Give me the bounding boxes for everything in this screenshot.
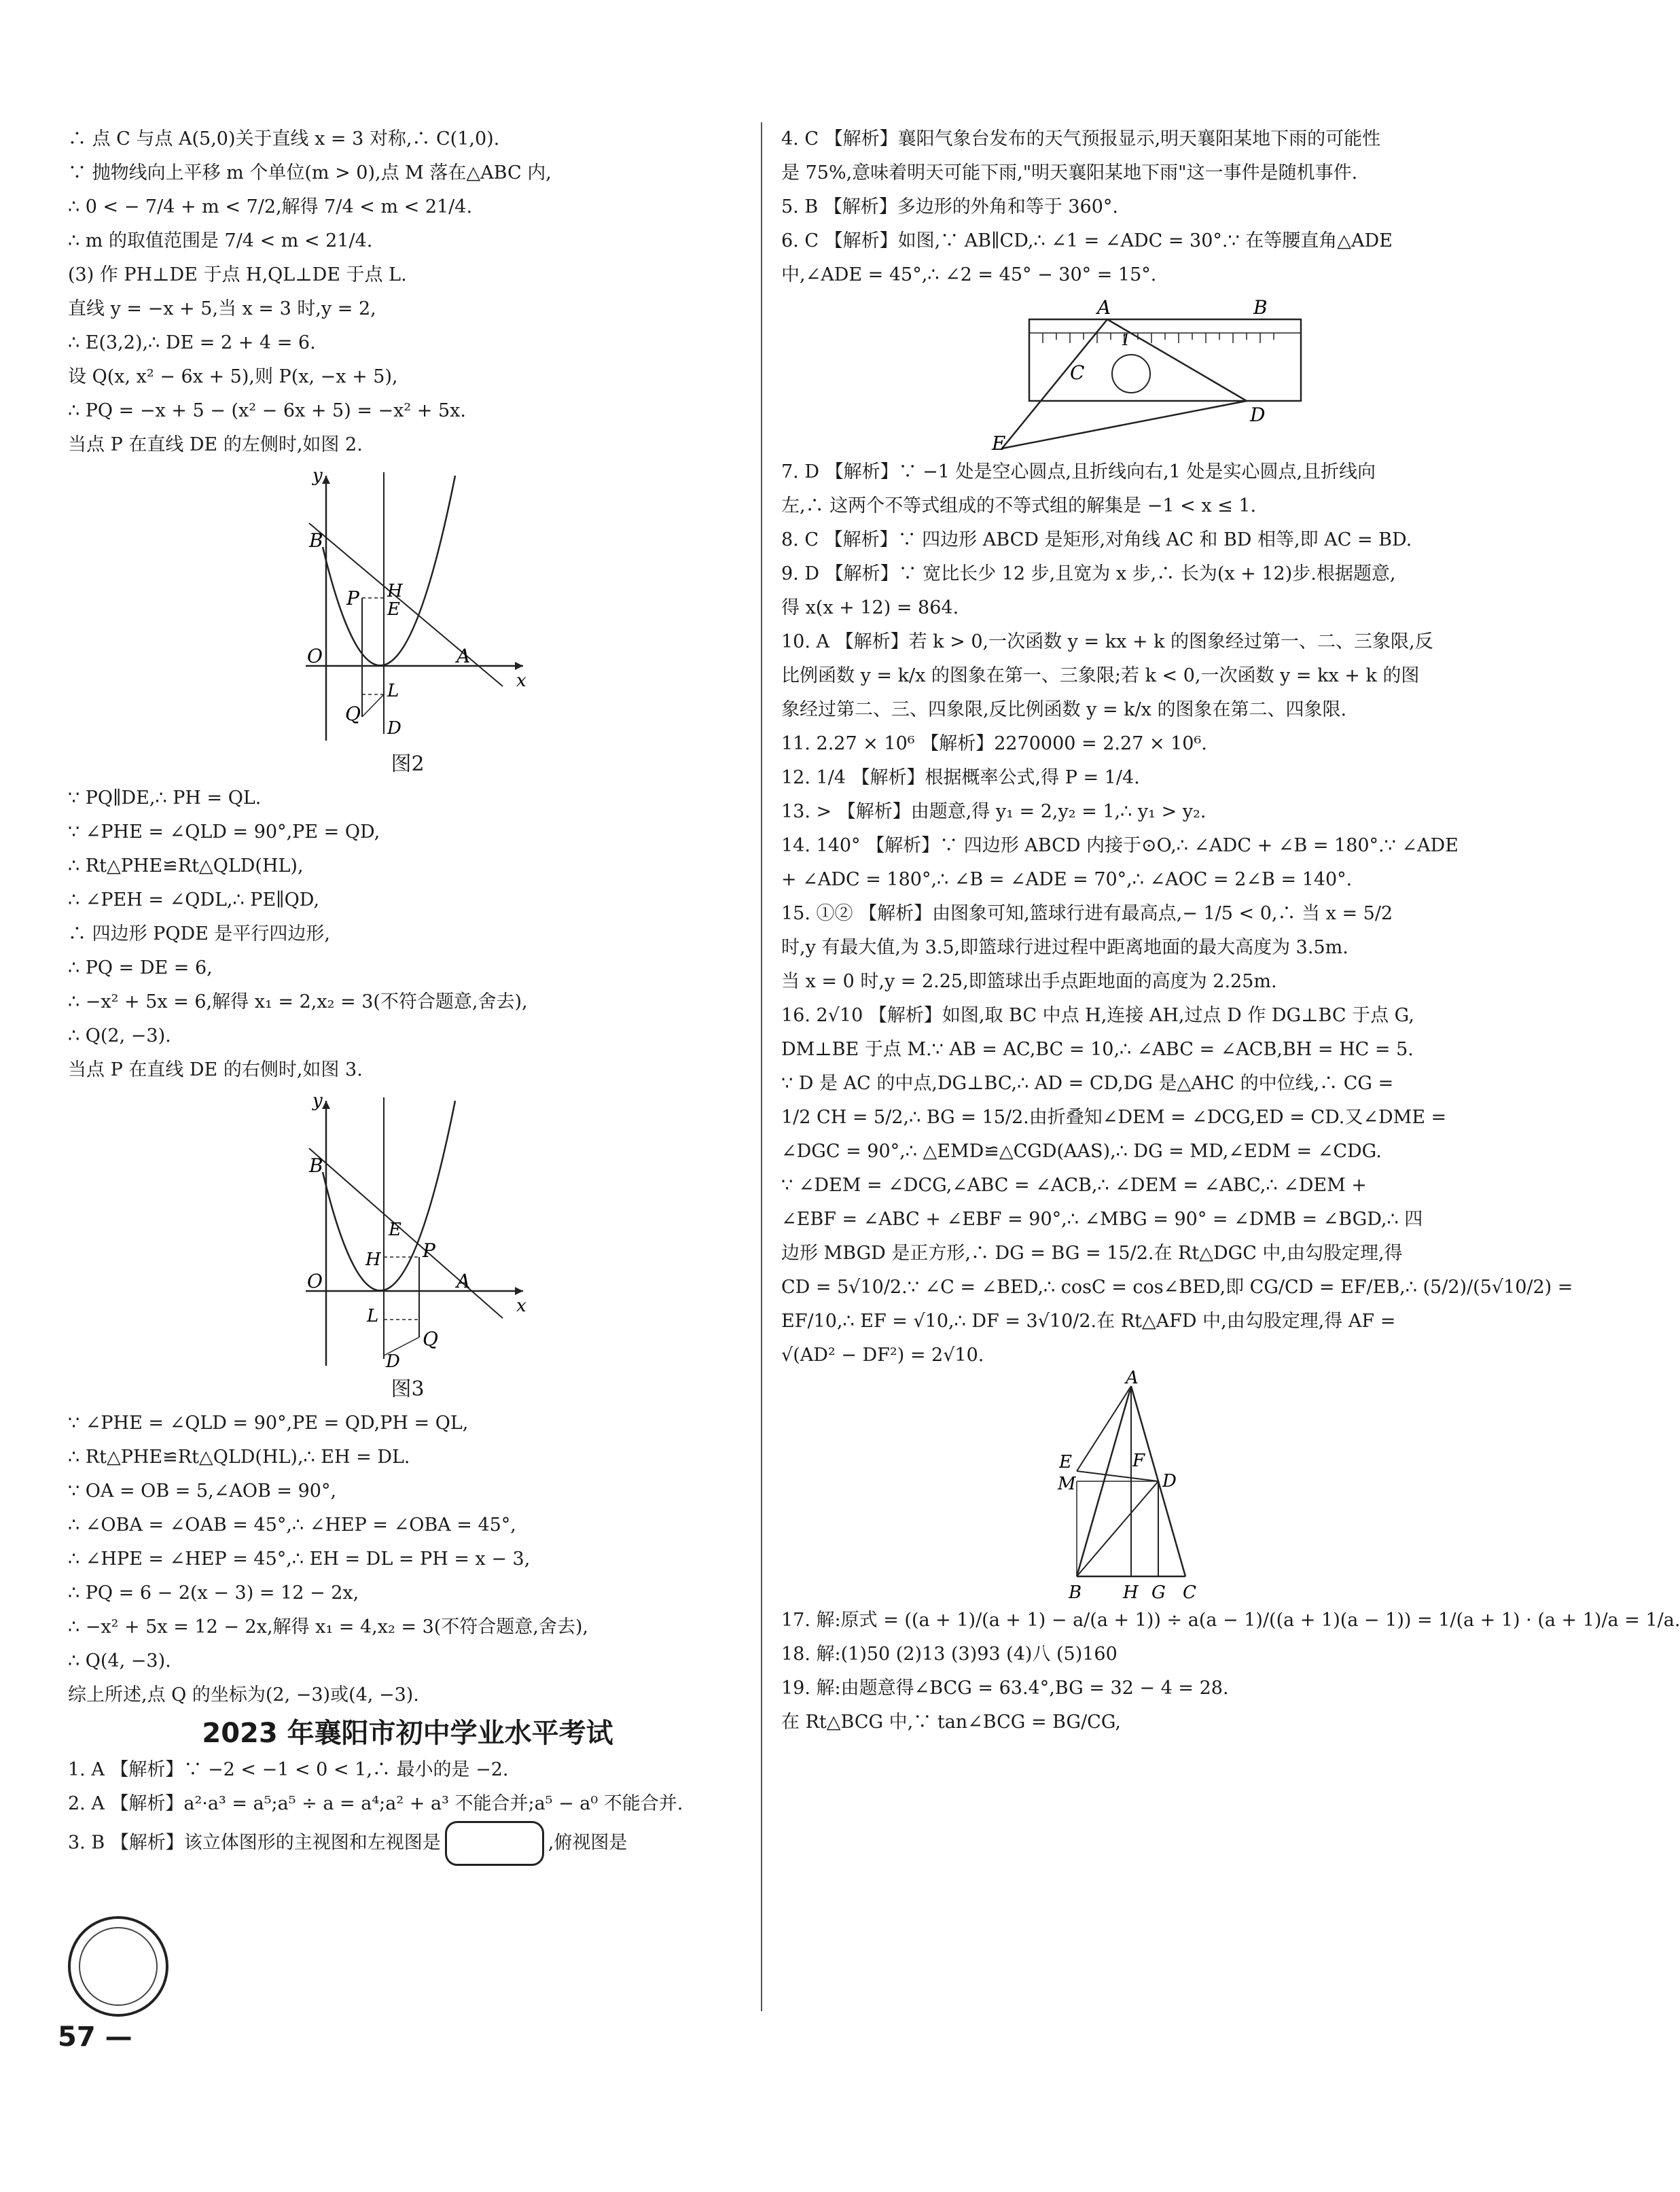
left-part3	[68, 1407, 747, 1712]
fig2-label-L: L	[387, 681, 399, 701]
text-line: 综上所述,点 Q 的坐标为(2, −3)或(4, −3).	[68, 1684, 419, 1705]
text-line: ∴ PQ = 6 − 2(x − 3) = 12 − 2x,	[68, 1583, 359, 1604]
text-line: ∴ Q(2, −3).	[68, 1025, 171, 1046]
text-line: 当 x = 0 时,y = 2.25,即篮球出手点距地面的高度为 2.25m.	[781, 971, 1277, 992]
fig3-label-P: P	[423, 1239, 435, 1262]
ruler-label-A: A	[1097, 296, 1111, 319]
ruler-label-1: 1	[1121, 332, 1130, 349]
text-line: 12. 1/4 【解析】根据概率公式,得 P = 1/4.	[781, 767, 1140, 788]
fig2-label-A: A	[457, 645, 471, 667]
text-line: DM⊥BE 于点 M.∵ AB = AC,BC = 10,∴ ∠ABC = ∠ACB,BH = HC = 5.	[781, 1039, 1414, 1060]
text-line: 15. ①② 【解析】由图象可知,篮球行进有最高点,− 1/5 < 0,∴ 当 x = 5/2	[781, 903, 1393, 924]
tri-label-F: F	[1132, 1451, 1145, 1471]
tri-label-A: A	[1126, 1368, 1139, 1388]
fig3-label-D: D	[386, 1351, 400, 1372]
text-line: 左,∴ 这两个不等式组成的不等式组的解集是 −1 < x ≤ 1.	[781, 495, 1257, 516]
circle-view-icon	[68, 1916, 168, 2017]
text-line: 7. D 【解析】∵ −1 处是空心圆点,且折线向右,1 处是实心圆点,且折线向	[781, 461, 1376, 482]
text-line: ∴ E(3,2),∴ DE = 2 + 4 = 6.	[68, 332, 316, 353]
text-line: 边形 MBGD 是正方形,∴ DG = BG = 15/2.在 Rt△DGC 中,由勾股定理,得	[781, 1243, 1403, 1264]
fig3-label-A: A	[457, 1270, 471, 1292]
tri-label-H: H	[1123, 1583, 1139, 1603]
text-line: 2. A 【解析】a²·a³ = a⁵;a⁵ ÷ a = a⁴;a² + a³ 不能合并;a⁵ − a⁰ 不能合并.	[68, 1793, 683, 1814]
fig3-label-O: O	[307, 1270, 323, 1292]
text-line: 时,y 有最大值,为 3.5,即篮球行进过程中距离地面的最大高度为 3.5m.	[781, 937, 1348, 958]
text-line: 10. A 【解析】若 k > 0,一次函数 y = kx + k 的图象经过第一、二、三象限,反	[781, 631, 1433, 652]
text-line: ∵ 抛物线向上平移 m 个单位(m > 0),点 M 落在△ABC 内,	[68, 162, 552, 183]
fig3-label-H: H	[365, 1250, 381, 1270]
figure-2-caption: 图2	[391, 752, 425, 776]
text-line: ∴ ∠HPE = ∠HEP = 45°,∴ EH = DL = PH = x − 3,	[68, 1549, 531, 1570]
answer-3-post: ,俯视图是	[548, 1832, 628, 1854]
fig2-label-O: O	[307, 645, 323, 667]
text-line: ∵ PQ∥DE,∴ PH = QL.	[68, 788, 262, 809]
fig2-label-P: P	[346, 587, 359, 609]
text-line: ∴ Rt△PHE≌Rt△QLD(HL),	[68, 855, 304, 877]
fig3-label-E: E	[389, 1220, 401, 1240]
right-lines-1	[781, 122, 1495, 292]
text-line: ∠EBF = ∠ABC + ∠EBF = 90°,∴ ∠MBG = 90° = ∠DMB = ∠BGD,∴ 四	[781, 1209, 1423, 1230]
text-line: 18. 解:(1)50 (2)13 (3)93 (4)八 (5)160	[781, 1644, 1118, 1665]
fig2-label-y: y	[312, 465, 323, 486]
tri-label-C: C	[1183, 1583, 1196, 1603]
text-line: 在 Rt△BCG 中,∵ tan∠BCG = BG/CG,	[781, 1712, 1122, 1733]
tri-label-E: E	[1059, 1452, 1072, 1472]
text-line: ∴ −x² + 5x = 6,解得 x₁ = 2,x₂ = 3(不符合题意,舍去),	[68, 991, 528, 1012]
fig2-label-Q: Q	[345, 703, 361, 725]
text-line: 5. B 【解析】多边形的外角和等于 360°.	[781, 196, 1118, 217]
fig3-label-y: y	[312, 1091, 323, 1111]
fig2-label-H: H	[387, 581, 403, 601]
fig3-label-L: L	[367, 1306, 379, 1326]
text-line: 当点 P 在直线 DE 的左侧时,如图 2.	[68, 434, 363, 455]
text-line: 13. > 【解析】由题意,得 y₁ = 2,y₂ = 1,∴ y₁ > y₂.	[781, 801, 1207, 822]
page-number: 57 —	[58, 2021, 132, 2053]
right-lines-2	[781, 455, 1573, 1373]
text-line: 14. 140° 【解析】∵ 四边形 ABCD 内接于⊙O,∴ ∠ADC + ∠B = 180°.∵ ∠ADE	[781, 835, 1459, 856]
text-line: ∠DGC = 90°,∴ △EMD≌△CGD(AAS),∴ DG = MD,∠EDM = ∠CDG.	[781, 1141, 1382, 1162]
text-line: ∴ −x² + 5x = 12 − 2x,解得 x₁ = 4,x₂ = 3(不符合题意,舍去),	[68, 1616, 588, 1638]
text-line: ∴ PQ = −x + 5 − (x² − 6x + 5) = −x² + 5x.	[68, 400, 466, 421]
ruler-label-E: E	[992, 432, 1006, 455]
answer-3	[68, 1821, 747, 1866]
text-line: ∵ ∠PHE = ∠QLD = 90°,PE = QD,	[68, 821, 380, 843]
fig2-label-E: E	[387, 599, 400, 620]
rounded-rectangle-view-icon	[445, 1821, 544, 1866]
text-line: (3) 作 PH⊥DE 于点 H,QL⊥DE 于点 L.	[68, 264, 407, 285]
figure-triangle	[1050, 1368, 1226, 1604]
text-line: ∴ ∠OBA = ∠OAB = 45°,∴ ∠HEP = ∠OBA = 45°,	[68, 1515, 516, 1536]
text-line: 11. 2.27 × 10⁶ 【解析】2270000 = 2.27 × 10⁶.	[781, 733, 1207, 754]
text-line: 17. 解:原式 = ((a + 1)/(a + 1) − a/(a + 1)) ÷ a(a − 1)/((a + 1)(a − 1)) = 1/(a + 1) · (a + 1)/a = 1/a.	[781, 1610, 1680, 1631]
fig3-label-x: x	[516, 1296, 526, 1316]
text-line: ∴ m 的取值范围是 7/4 < m < 21/4.	[68, 230, 373, 251]
text-line: 1. A 【解析】∵ −2 < −1 < 0 < 1,∴ 最小的是 −2.	[68, 1759, 509, 1780]
left-answers	[68, 1753, 747, 1821]
exam-title: 2023 年襄阳市初中学业水平考试	[202, 1718, 613, 1749]
text-line: 16. 2√10 【解析】如图,取 BC 中点 H,连接 AH,过点 D 作 DG⊥BC 于点 G,	[781, 1005, 1414, 1026]
text-line: ∴ 四边形 PQDE 是平行四边形,	[68, 923, 330, 944]
fig2-label-B: B	[309, 529, 323, 552]
tri-label-G: G	[1151, 1583, 1166, 1603]
figure-3-caption: 图3	[391, 1377, 425, 1401]
figure-3	[279, 1087, 537, 1373]
text-line: 19. 解:由题意得∠BCG = 63.4°,BG = 32 − 4 = 28.	[781, 1678, 1229, 1699]
text-line: ∴ ∠PEH = ∠QDL,∴ PE∥QD,	[68, 889, 320, 911]
text-line: 是 75%,意味着明天可能下雨,"明天襄阳某地下雨"这一事件是随机事件.	[781, 162, 1358, 183]
ruler-label-D: D	[1250, 404, 1266, 426]
fig3-label-Q: Q	[423, 1328, 438, 1350]
right-lines-3	[781, 1604, 1680, 1739]
text-line: 得 x(x + 12) = 864.	[781, 597, 959, 618]
text-line: ∵ D 是 AC 的中点,DG⊥BC,∴ AD = CD,DG 是△AHC 的中位线,∴ CG =	[781, 1073, 1394, 1094]
left-part2	[68, 781, 747, 1087]
text-line: ∴ 点 C 与点 A(5,0)关于直线 x = 3 对称,∴ C(1,0).	[68, 128, 500, 149]
text-line: ∴ Q(4, −3).	[68, 1650, 171, 1672]
figure-2	[279, 462, 537, 747]
ruler-label-C: C	[1070, 361, 1085, 384]
text-line: ∵ OA = OB = 5,∠AOB = 90°,	[68, 1481, 337, 1502]
text-line: 直线 y = −x + 5,当 x = 3 时,y = 2,	[68, 298, 376, 319]
text-line: 4. C 【解析】襄阳气象台发布的天气预报显示,明天襄阳某地下雨的可能性	[781, 128, 1381, 149]
text-line: CD = 5√10/2.∵ ∠C = ∠BED,∴ cosC = cos∠BED,即 CG/CD = EF/EB,∴ (5/2)/(5√10/2) =	[781, 1277, 1573, 1298]
column-divider	[761, 122, 762, 2011]
text-line: ∵ ∠DEM = ∠DCG,∠ABC = ∠ACB,∴ ∠DEM = ∠ABC,∴ ∠DEM +	[781, 1175, 1367, 1196]
text-line: ∵ ∠PHE = ∠QLD = 90°,PE = QD,PH = QL,	[68, 1413, 469, 1434]
fig2-label-x: x	[516, 671, 526, 691]
text-line: 比例函数 y = k/x 的图象在第一、三象限;若 k < 0,一次函数 y = kx + k 的图	[781, 665, 1420, 686]
tri-label-M: M	[1058, 1474, 1076, 1494]
tri-label-D: D	[1162, 1471, 1177, 1491]
text-line: + ∠ADC = 180°,∴ ∠B = ∠ADE = 70°,∴ ∠AOC = 2∠B = 140°.	[781, 869, 1353, 890]
text-line: √(AD² − DF²) = 2√10.	[781, 1345, 984, 1366]
left-part1	[68, 122, 747, 462]
text-line: ∴ Rt△PHE≌Rt△QLD(HL),∴ EH = DL.	[68, 1447, 410, 1468]
right-column	[781, 122, 1680, 1739]
text-line: 设 Q(x, x² − 6x + 5),则 P(x, −x + 5),	[68, 366, 398, 387]
left-column	[68, 122, 747, 1866]
fig2-label-D: D	[387, 718, 401, 739]
text-line: 9. D 【解析】∵ 宽比长少 12 步,且宽为 x 步,∴ 长为(x + 12)步.根据题意,	[781, 563, 1396, 584]
text-line: 中,∠ADE = 45°,∴ ∠2 = 45° − 30° = 15°.	[781, 264, 1157, 285]
text-line: 象经过第二、三、四象限,反比例函数 y = k/x 的图象在第二、四象限.	[781, 699, 1347, 720]
text-line: ∴ 0 < − 7/4 + m < 7/2,解得 7/4 < m < 21/4.	[68, 196, 473, 217]
tri-label-B: B	[1069, 1583, 1082, 1603]
fig3-label-B: B	[309, 1154, 323, 1177]
text-line: 6. C 【解析】如图,∵ AB∥CD,∴ ∠1 = ∠ADC = 30°.∵ 在等腰直角△ADE	[781, 230, 1393, 251]
answer-3-pre: 3. B 【解析】该立体图形的主视图和左视图是	[68, 1832, 441, 1854]
text-line: 8. C 【解析】∵ 四边形 ABCD 是矩形,对角线 AC 和 BD 相等,即 AC = BD.	[781, 529, 1412, 550]
text-line: ∴ PQ = DE = 6,	[68, 957, 213, 978]
text-line: 1/2 CH = 5/2,∴ BG = 15/2.由折叠知∠DEM = ∠DCG,ED = CD.又∠DME =	[781, 1107, 1447, 1128]
figure-ruler-triangle	[961, 292, 1315, 455]
text-line: 当点 P 在直线 DE 的右侧时,如图 3.	[68, 1059, 363, 1080]
ruler-label-B: B	[1253, 296, 1268, 319]
text-line: EF/10,∴ EF = √10,∴ DF = 3√10/2.在 Rt△AFD 中,由勾股定理,得 AF =	[781, 1311, 1396, 1332]
